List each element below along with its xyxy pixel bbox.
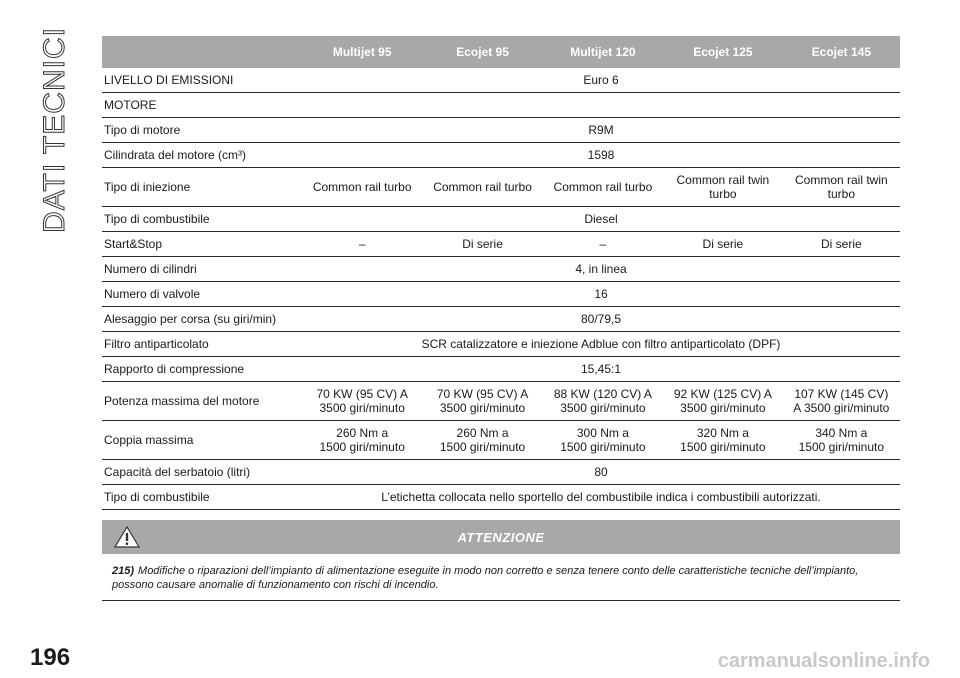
row-cell: Common rail turbo — [422, 168, 542, 207]
row-value: 16 — [302, 282, 900, 307]
table-row — [102, 332, 900, 357]
row-cell: Di serie — [422, 232, 542, 257]
row-cell: 88 KW (120 CV) A 3500 giri/minuto — [543, 382, 663, 421]
row-label: Alesaggio per corsa (su giri/min) — [102, 307, 302, 332]
row-label: Potenza massima del motore — [102, 382, 302, 421]
table-row — [102, 357, 900, 382]
row-cell: Di serie — [663, 232, 783, 257]
section-side-title-text: DATI TECNICI — [38, 27, 71, 233]
row-value: 80/79,5 — [302, 307, 900, 332]
table-row — [102, 232, 900, 257]
row-label: MOTORE — [102, 93, 302, 118]
table-header-ecojet-125: Ecojet 125 — [663, 36, 783, 68]
table-row — [102, 93, 900, 118]
table-row — [102, 207, 900, 232]
row-cell: Di serie — [783, 232, 900, 257]
row-value: 1598 — [302, 143, 900, 168]
table-row — [102, 282, 900, 307]
table-row — [102, 143, 900, 168]
table-header-ecojet-95: Ecojet 95 — [422, 36, 542, 68]
section-side-title — [30, 27, 80, 233]
row-value: 15,45:1 — [302, 357, 900, 382]
row-value: 80 — [302, 460, 900, 485]
table-row — [102, 68, 900, 93]
table-row — [102, 382, 900, 421]
table-header-multijet-95: Multijet 95 — [302, 36, 422, 68]
table-row — [102, 257, 900, 282]
row-value: Euro 6 — [302, 68, 900, 93]
row-cell: – — [302, 232, 422, 257]
row-value: L’etichetta collocata nello sportello del combustibile indica i combustibili autorizzati. — [302, 485, 900, 510]
row-cell: Common rail turbo — [543, 168, 663, 207]
warning-text: Modifiche o riparazioni dell’impianto di alimentazione eseguite in modo non corretto e senza tenere conto delle caratteristiche tecniche dell’impianto, possono causare anomalie di funzionamento con rischi di incendio. — [112, 565, 859, 591]
warning-header — [102, 520, 900, 554]
row-cell: Common rail turbo — [302, 168, 422, 207]
row-value: R9M — [302, 118, 900, 143]
table-header-ecojet-145: Ecojet 145 — [783, 36, 900, 68]
table-row — [102, 168, 900, 207]
warning-number: 215) — [112, 565, 135, 577]
table-header-blank — [102, 36, 302, 68]
warning-triangle-icon — [114, 526, 140, 548]
table-header-row — [102, 36, 900, 68]
row-label: Tipo di combustibile — [102, 485, 302, 510]
table-row — [102, 118, 900, 143]
warning-box — [102, 520, 900, 601]
warning-body — [102, 554, 900, 601]
warning-title: ATTENZIONE — [457, 529, 545, 545]
row-cell: 260 Nm a 1500 giri/minuto — [422, 421, 542, 460]
row-value: SCR catalizzatore e iniezione Adblue con filtro antiparticolato (DPF) — [302, 332, 900, 357]
watermark-text: carmanualsonline.info — [717, 650, 930, 672]
row-value: 4, in linea — [302, 257, 900, 282]
row-label: Numero di valvole — [102, 282, 302, 307]
row-label: Rapporto di compressione — [102, 357, 302, 382]
row-cell: Common rail twin turbo — [663, 168, 783, 207]
table-body — [102, 68, 900, 510]
table-row — [102, 307, 900, 332]
table-row — [102, 421, 900, 460]
row-cell: 260 Nm a 1500 giri/minuto — [302, 421, 422, 460]
row-label: Tipo di combustibile — [102, 207, 302, 232]
technical-specs-table — [102, 36, 900, 510]
row-cell: – — [543, 232, 663, 257]
row-value: Diesel — [302, 207, 900, 232]
row-label: Cilindrata del motore (cm³) — [102, 143, 302, 168]
row-label: Filtro antiparticolato — [102, 332, 302, 357]
row-label: Numero di cilindri — [102, 257, 302, 282]
row-label: Coppia massima — [102, 421, 302, 460]
page-number: 196 — [30, 644, 71, 671]
row-cell: 92 KW (125 CV) A 3500 giri/minuto — [663, 382, 783, 421]
row-label: Tipo di iniezione — [102, 168, 302, 207]
row-cell: 70 KW (95 CV) A 3500 giri/minuto — [302, 382, 422, 421]
row-cell: 320 Nm a 1500 giri/minuto — [663, 421, 783, 460]
row-cell: 300 Nm a 1500 giri/minuto — [543, 421, 663, 460]
row-label: Start&Stop — [102, 232, 302, 257]
row-cell: 70 KW (95 CV) A 3500 giri/minuto — [422, 382, 542, 421]
table-header-multijet-120: Multijet 120 — [543, 36, 663, 68]
row-cell: 340 Nm a 1500 giri/minuto — [783, 421, 900, 460]
row-value — [302, 93, 900, 118]
row-cell: Common rail twin turbo — [783, 168, 900, 207]
row-label: Capacità del serbatoio (litri) — [102, 460, 302, 485]
row-label: Tipo di motore — [102, 118, 302, 143]
table-row — [102, 485, 900, 510]
row-cell: 107 KW (145 CV) A 3500 giri/minuto — [783, 382, 900, 421]
row-label: LIVELLO DI EMISSIONI — [102, 68, 302, 93]
table-row — [102, 460, 900, 485]
